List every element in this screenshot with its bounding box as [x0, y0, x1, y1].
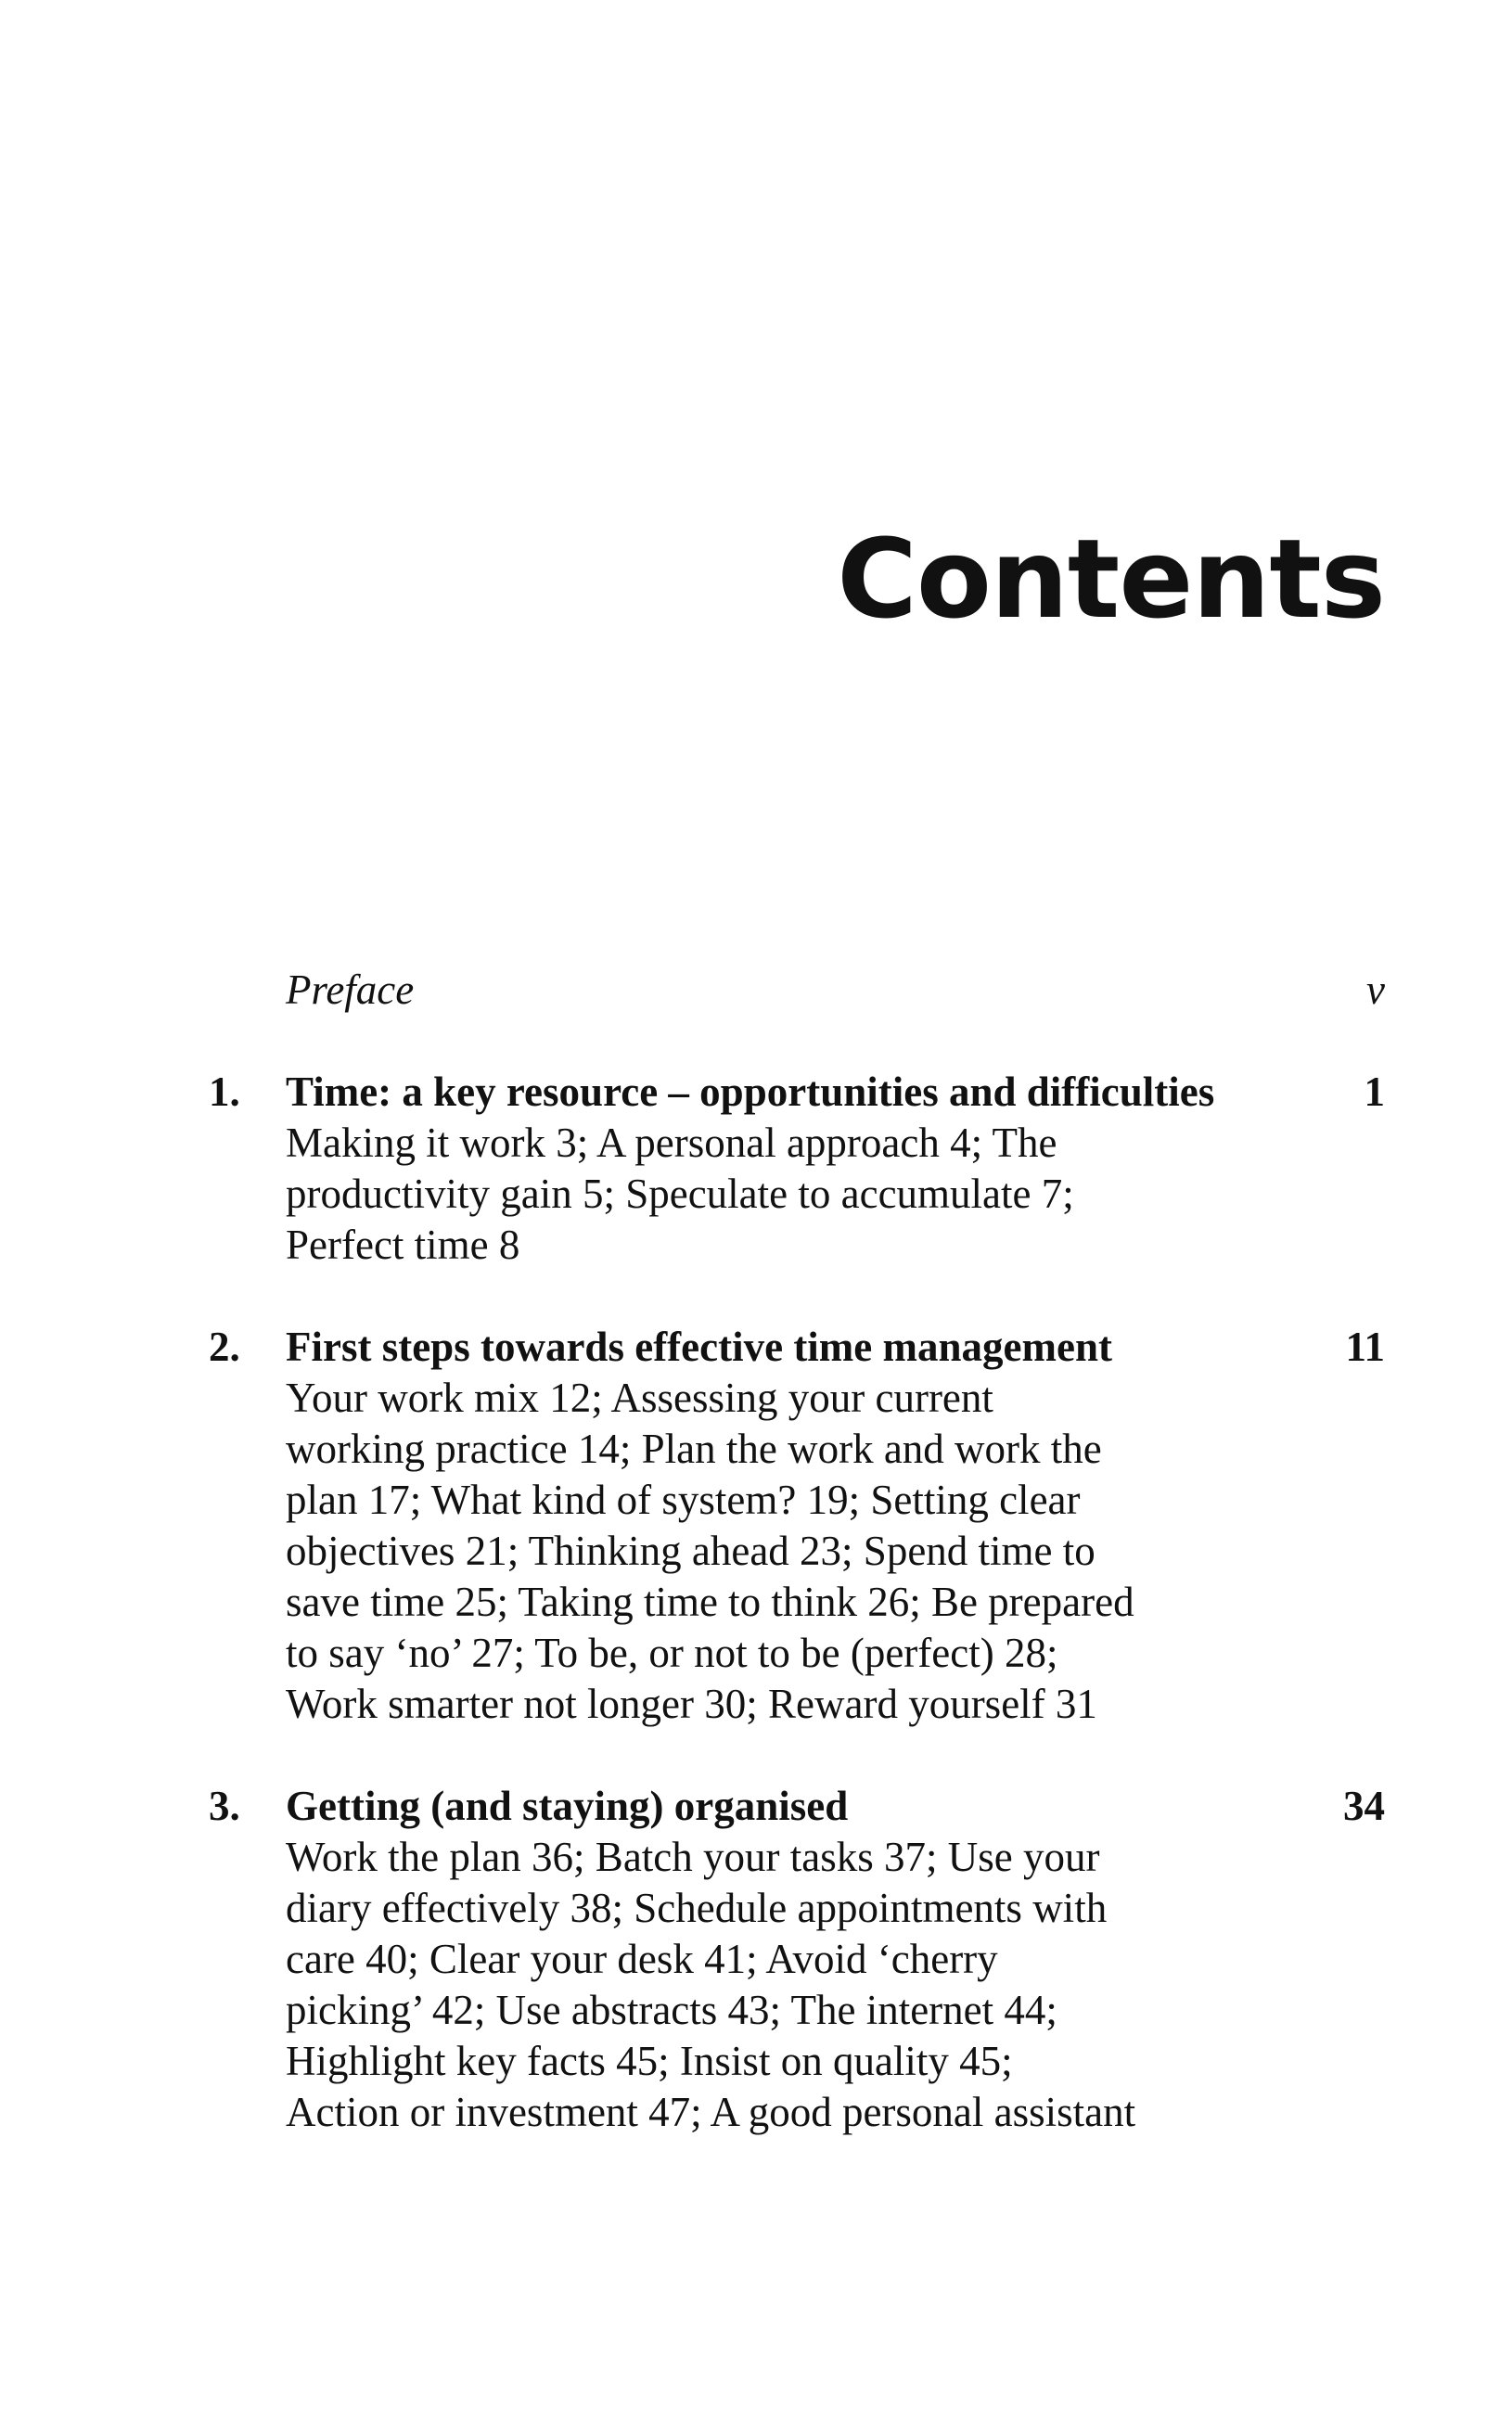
toc-entry-chapter-3 — [209, 1781, 1385, 2138]
chapter-number: 1. — [209, 1069, 240, 1115]
toc-entry-heading — [286, 965, 1385, 1016]
toc-entry-title: Preface — [286, 966, 415, 1013]
chapter-number: 2. — [209, 1324, 240, 1370]
table-of-contents — [209, 965, 1385, 2138]
toc-entry-page-number: 34 — [1343, 1783, 1385, 1829]
chapter-topics: Your work mix 12; Assessing your current working practice 14; Plan the work and work the plan 17; What kind of system? 19; Setting clear objectives 21; Thinking ahead 23; Spend time to save time 25; Taking time to think 26; Be prepared to say ‘no’ 27; To be, or not to be (perfect) 28; Work smarter not longer 30; Reward yourself 31 — [286, 1375, 1134, 1727]
chapter-topics: Making it work 3; A personal approach 4; The productivity gain 5; Speculate to accumulate 7; Perfect time 8 — [286, 1120, 1074, 1268]
chapter-title: Time: a key resource – opportunities and difficulties — [286, 1069, 1215, 1115]
toc-entry-heading — [286, 1322, 1385, 1373]
toc-entry-chapter-1 — [209, 1067, 1385, 1271]
chapter-title: Getting (and staying) organised — [286, 1783, 849, 1829]
toc-entry-page-number: 1 — [1364, 1069, 1385, 1115]
chapter-title: First steps towards effective time management — [286, 1324, 1112, 1370]
chapter-topics: Work the plan 36; Batch your tasks 37; Use your diary effectively 38; Schedule appointments with care 40; Clear your desk 41; Avoid ‘cherry picking’ 42; Use abstracts 43; The internet 44; Highlight key facts 45; Insist on quality 45; Action or investment 47; A good personal assistant — [286, 1834, 1136, 2135]
toc-entry-chapter-2 — [209, 1322, 1385, 1730]
toc-entry-heading — [286, 1067, 1385, 1118]
toc-entry-page-number: 11 — [1345, 1324, 1385, 1370]
toc-entry-heading — [286, 1781, 1385, 1832]
toc-entry-page-number: v — [1366, 966, 1385, 1013]
toc-entry-preface — [209, 965, 1385, 1016]
page-title: Contents — [837, 515, 1385, 643]
chapter-number: 3. — [209, 1783, 240, 1829]
